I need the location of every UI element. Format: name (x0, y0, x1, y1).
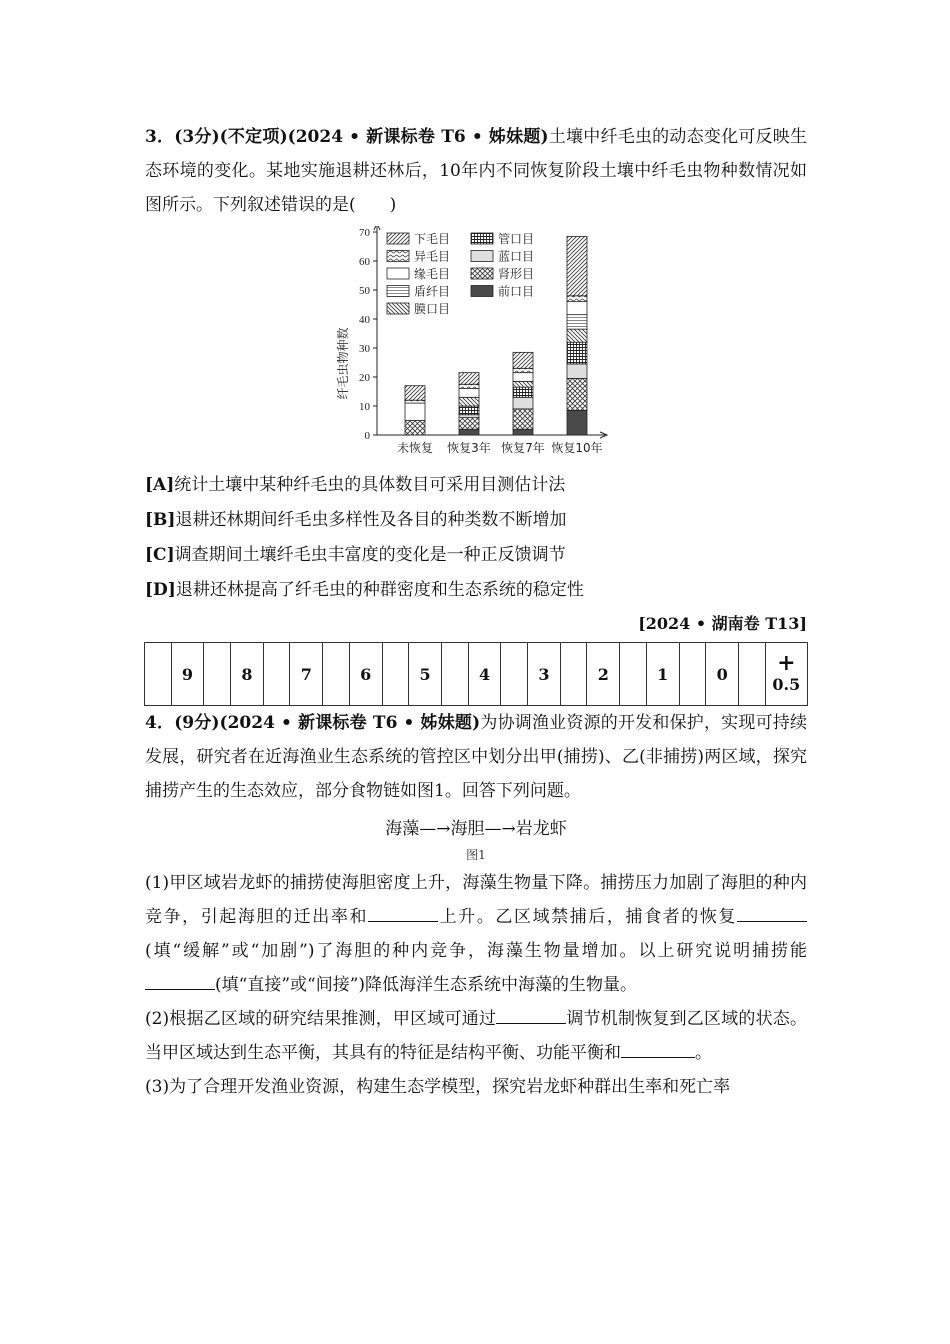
bar-segment (405, 403, 425, 420)
answer-blank-1[interactable] (368, 905, 438, 922)
y-tick-label: 70 (359, 227, 370, 239)
score-cell[interactable] (204, 643, 231, 706)
bar-segment (567, 329, 587, 342)
score-cell[interactable] (323, 643, 350, 706)
option-c[interactable] (145, 538, 807, 573)
bar-segment (459, 418, 479, 430)
bar-segment (459, 406, 479, 415)
y-tick-label: 30 (359, 343, 370, 355)
q3-meta: (3分)(不定项)(2024 • 新课标卷 T6 • 姊妹题) (174, 127, 549, 147)
legend-label: 异毛目 (414, 249, 451, 264)
y-tick-label: 60 (359, 256, 370, 268)
score-cell[interactable]: 0 (706, 643, 739, 706)
q4-stem (145, 706, 807, 808)
food-chain-diagram: 海藻—→海胆—→岩龙虾 (385, 819, 567, 839)
species-bar-chart (335, 226, 615, 466)
score-cell[interactable] (620, 643, 647, 706)
y-tick-label: 0 (364, 430, 370, 442)
legend-swatch (471, 268, 493, 279)
score-cell[interactable]: 2 (587, 643, 620, 706)
score-cell[interactable]: 6 (349, 643, 382, 706)
bar-segment (567, 236, 587, 295)
q4-p1-c: (填“缓解”或“加剧”)了海胆的种内竞争，海藻生物量增加。以上研究说明捕捞能 (145, 941, 807, 961)
y-tick-label: 10 (359, 401, 370, 413)
q4-meta: (9分)(2024 • 新课标卷 T6 • 姊妹题) (174, 713, 481, 733)
bar-segment (567, 410, 587, 435)
bar-segment (459, 384, 479, 388)
bar-segment (405, 421, 425, 436)
score-cell[interactable] (145, 643, 172, 706)
legend-label: 下毛目 (414, 232, 451, 246)
q4-p2-a: (2)根据乙区域的研究结果推测，甲区域可通过 (145, 1009, 497, 1029)
score-table (144, 642, 808, 706)
q3-options (145, 468, 807, 608)
legend-label: 管口目 (498, 232, 535, 246)
bar-segment (567, 342, 587, 364)
q4-part1 (145, 866, 807, 1002)
option-c-label: [C] (145, 545, 175, 565)
q4-p2-b: 调节机制恢复到乙区域的状态。当甲区域达到生态平衡，其具有的特征是结构平衡、功能平衡和 (145, 1009, 807, 1063)
q4-part2 (145, 1002, 807, 1070)
legend-swatch (387, 251, 409, 262)
score-row (145, 643, 808, 706)
bar-segment (513, 381, 533, 387)
bar-segment (459, 389, 479, 398)
q3-source: [2024 • 湖南卷 T13] (638, 614, 807, 633)
x-tick-label: 恢复7年 (501, 441, 545, 455)
score-cell[interactable] (263, 643, 290, 706)
bar-segment (567, 302, 587, 315)
q4-p2-c: 。 (695, 1043, 712, 1063)
y-tick-label: 20 (359, 372, 370, 384)
q4-stem-text: 为协调渔业资源的开发和保护，实现可持续发展，研究者在近海渔业生态系统的管控区中划分出甲(捕捞)、乙(非捕捞)两区域，探究捕捞产生的生态效应，部分食物链如图1。回答下列问题。 (145, 713, 807, 801)
legend-swatch (471, 233, 493, 244)
score-cell[interactable] (501, 643, 528, 706)
score-cell[interactable]: 7 (290, 643, 323, 706)
bar-segment (513, 352, 533, 368)
legend-swatch (471, 251, 493, 262)
option-b-text: 退耕还林期间纤毛虫多样性及各目的种类数不断增加 (175, 510, 567, 530)
legend-label: 前口目 (498, 284, 535, 299)
q4-p1-b: 上升。乙区域禁捕后，捕食者的恢复 (438, 907, 738, 927)
q4-p1-a: (1)甲区域岩龙虾的捕捞使海胆密度上升，海藻生物量下降。捕捞压力加剧了海胆的种内竞争，引起海胆的迁出率和 (145, 873, 807, 927)
bar-segment (567, 315, 587, 330)
score-cell[interactable]: 9 (171, 643, 204, 706)
option-b-label: [B] (145, 510, 176, 530)
q4-number: 4． (145, 713, 175, 733)
bar-segment (513, 429, 533, 435)
answer-blank-5a[interactable] (621, 1041, 667, 1058)
score-cell[interactable] (382, 643, 409, 706)
bar-segment (459, 415, 479, 418)
bar-segment (513, 397, 533, 409)
legend-label: 盾纤目 (414, 284, 451, 299)
q3-chart (145, 226, 807, 466)
score-cell[interactable] (739, 643, 766, 706)
answer-blank-5b[interactable] (667, 1041, 695, 1058)
option-a-label: [A] (145, 475, 175, 495)
q3-number: 3． (145, 127, 175, 147)
q3-stem (145, 120, 807, 222)
option-d-label: [D] (145, 580, 176, 600)
score-cell[interactable]: 4 (468, 643, 501, 706)
answer-blank-4[interactable] (496, 1007, 566, 1024)
x-tick-label: 未恢复 (396, 441, 434, 455)
score-cell[interactable] (442, 643, 469, 706)
option-b[interactable] (145, 503, 807, 538)
bar-segment (405, 386, 425, 401)
option-a[interactable] (145, 468, 807, 503)
option-a-text: 统计土壤中某种纤毛虫的具体数目可采用目测估计法 (174, 475, 566, 495)
score-cell-half[interactable] (765, 643, 807, 706)
score-half: 0.5 (772, 675, 801, 694)
bar-segment (513, 373, 533, 382)
legend-label: 蓝口目 (498, 249, 535, 264)
q3-stem-text: 土壤中纤毛虫的动态变化可反映生态环境的变化。某地实施退耕还林后，10年内不同恢复阶段土壤中纤毛虫物种数情况如图所示。下列叙述错误的是( ) (145, 127, 807, 215)
score-cell[interactable]: 5 (409, 643, 442, 706)
score-cell[interactable]: 8 (230, 643, 263, 706)
exam-page (145, 120, 807, 1104)
y-tick-label: 40 (359, 314, 370, 326)
figure-caption: 图1 (466, 848, 486, 862)
bar-segment (513, 368, 533, 372)
bar-segment (405, 400, 425, 403)
legend-swatch (387, 268, 409, 279)
legend-swatch (387, 286, 409, 297)
bar-segment (459, 373, 479, 385)
bar-segment (567, 378, 587, 410)
legend-swatch (471, 286, 493, 297)
score-cell[interactable]: 3 (527, 643, 560, 706)
score-plus: + (777, 650, 796, 676)
legend-label: 膜口目 (414, 302, 451, 316)
answer-blank-2[interactable] (737, 905, 807, 922)
legend-label: 肾形目 (498, 267, 535, 281)
option-c-text: 调查期间土壤纤毛虫丰富度的变化是一种正反馈调节 (174, 545, 566, 565)
y-tick-label: 50 (359, 285, 370, 297)
option-d[interactable] (145, 573, 807, 608)
legend-label: 缘毛目 (414, 267, 451, 281)
legend-swatch (387, 233, 409, 244)
q4-part3: (3)为了合理开发渔业资源，构建生态学模型，探究岩龙虾种群出生率和死亡率 (145, 1077, 731, 1097)
option-d-text: 退耕还林提高了纤毛虫的种群密度和生态系统的稳定性 (175, 580, 584, 600)
x-tick-label: 恢复10年 (551, 441, 603, 455)
bar-segment (513, 387, 533, 397)
bar-segment (459, 429, 479, 435)
y-axis-label: 纤毛虫物种数 (336, 327, 350, 400)
score-cell[interactable] (560, 643, 587, 706)
legend-swatch (387, 303, 409, 314)
bar-segment (567, 296, 587, 302)
score-cell[interactable]: 1 (646, 643, 679, 706)
x-tick-label: 恢复3年 (447, 441, 491, 455)
bar-segment (513, 409, 533, 429)
bar-segment (567, 364, 587, 379)
q4-p1-d: (填“直接”或“间接”)降低海洋生态系统中海藻的生物量。 (215, 975, 638, 995)
answer-blank-3[interactable] (145, 973, 215, 990)
score-cell[interactable] (679, 643, 706, 706)
bar-segment (459, 397, 479, 406)
